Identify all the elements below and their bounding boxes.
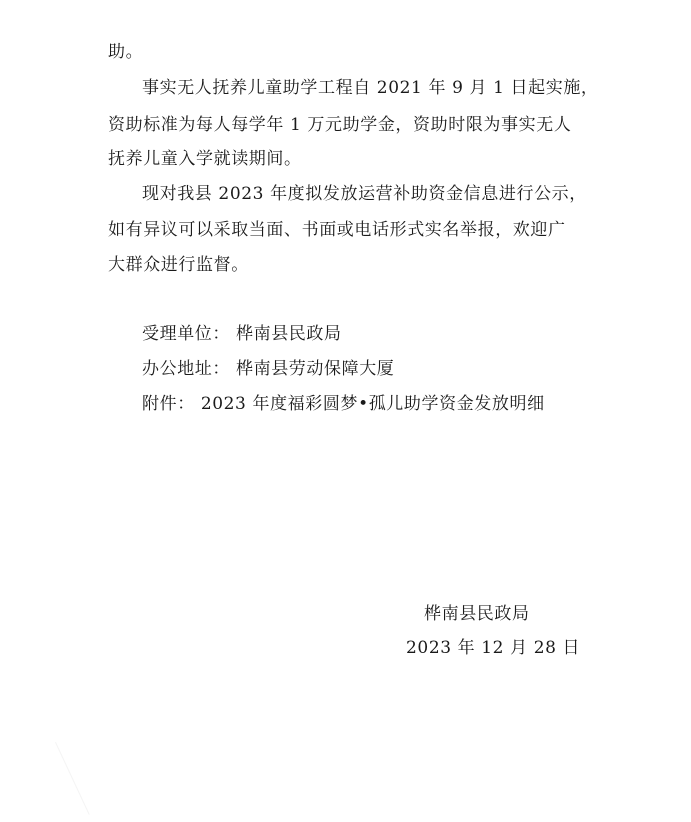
signature-org: 桦南县民政局	[424, 604, 530, 624]
contact-address-label: 办公地址：	[142, 359, 230, 379]
contact-address-value: 桦南县劳动保障大厦	[236, 359, 395, 379]
body-line-3: 资助标准为每人每学年 1 万元助学金，资助时限为事实无人	[108, 115, 572, 135]
contact-unit	[142, 322, 342, 346]
signature-date: 2023 年 12 月 28 日	[406, 638, 581, 658]
contact-unit-value: 桦南县民政局	[236, 324, 342, 344]
attachment-value: 2023 年度福彩圆梦•孤儿助学资金发放明细	[200, 394, 545, 414]
body-line-7: 大群众进行监督。	[108, 255, 249, 275]
contact-unit-label: 受理单位：	[142, 324, 230, 344]
scan-artifact	[55, 725, 126, 815]
body-line-6: 如有异议可以采取当面、书面或电话形式实名举报，欢迎广	[108, 220, 566, 240]
body-line-5: 现对我县 2023 年度拟发放运营补助资金信息进行公示，	[142, 184, 587, 204]
body-line-2: 事实无人抚养儿童助学工程自 2021 年 9 月 1 日起实施，	[142, 78, 599, 98]
body-line-4: 抚养儿童入学就读期间。	[108, 149, 302, 169]
body-line-1: 助。	[108, 42, 144, 62]
contact-address	[142, 357, 394, 381]
attachment-label: 附件：	[142, 394, 195, 414]
attachment	[142, 392, 545, 416]
